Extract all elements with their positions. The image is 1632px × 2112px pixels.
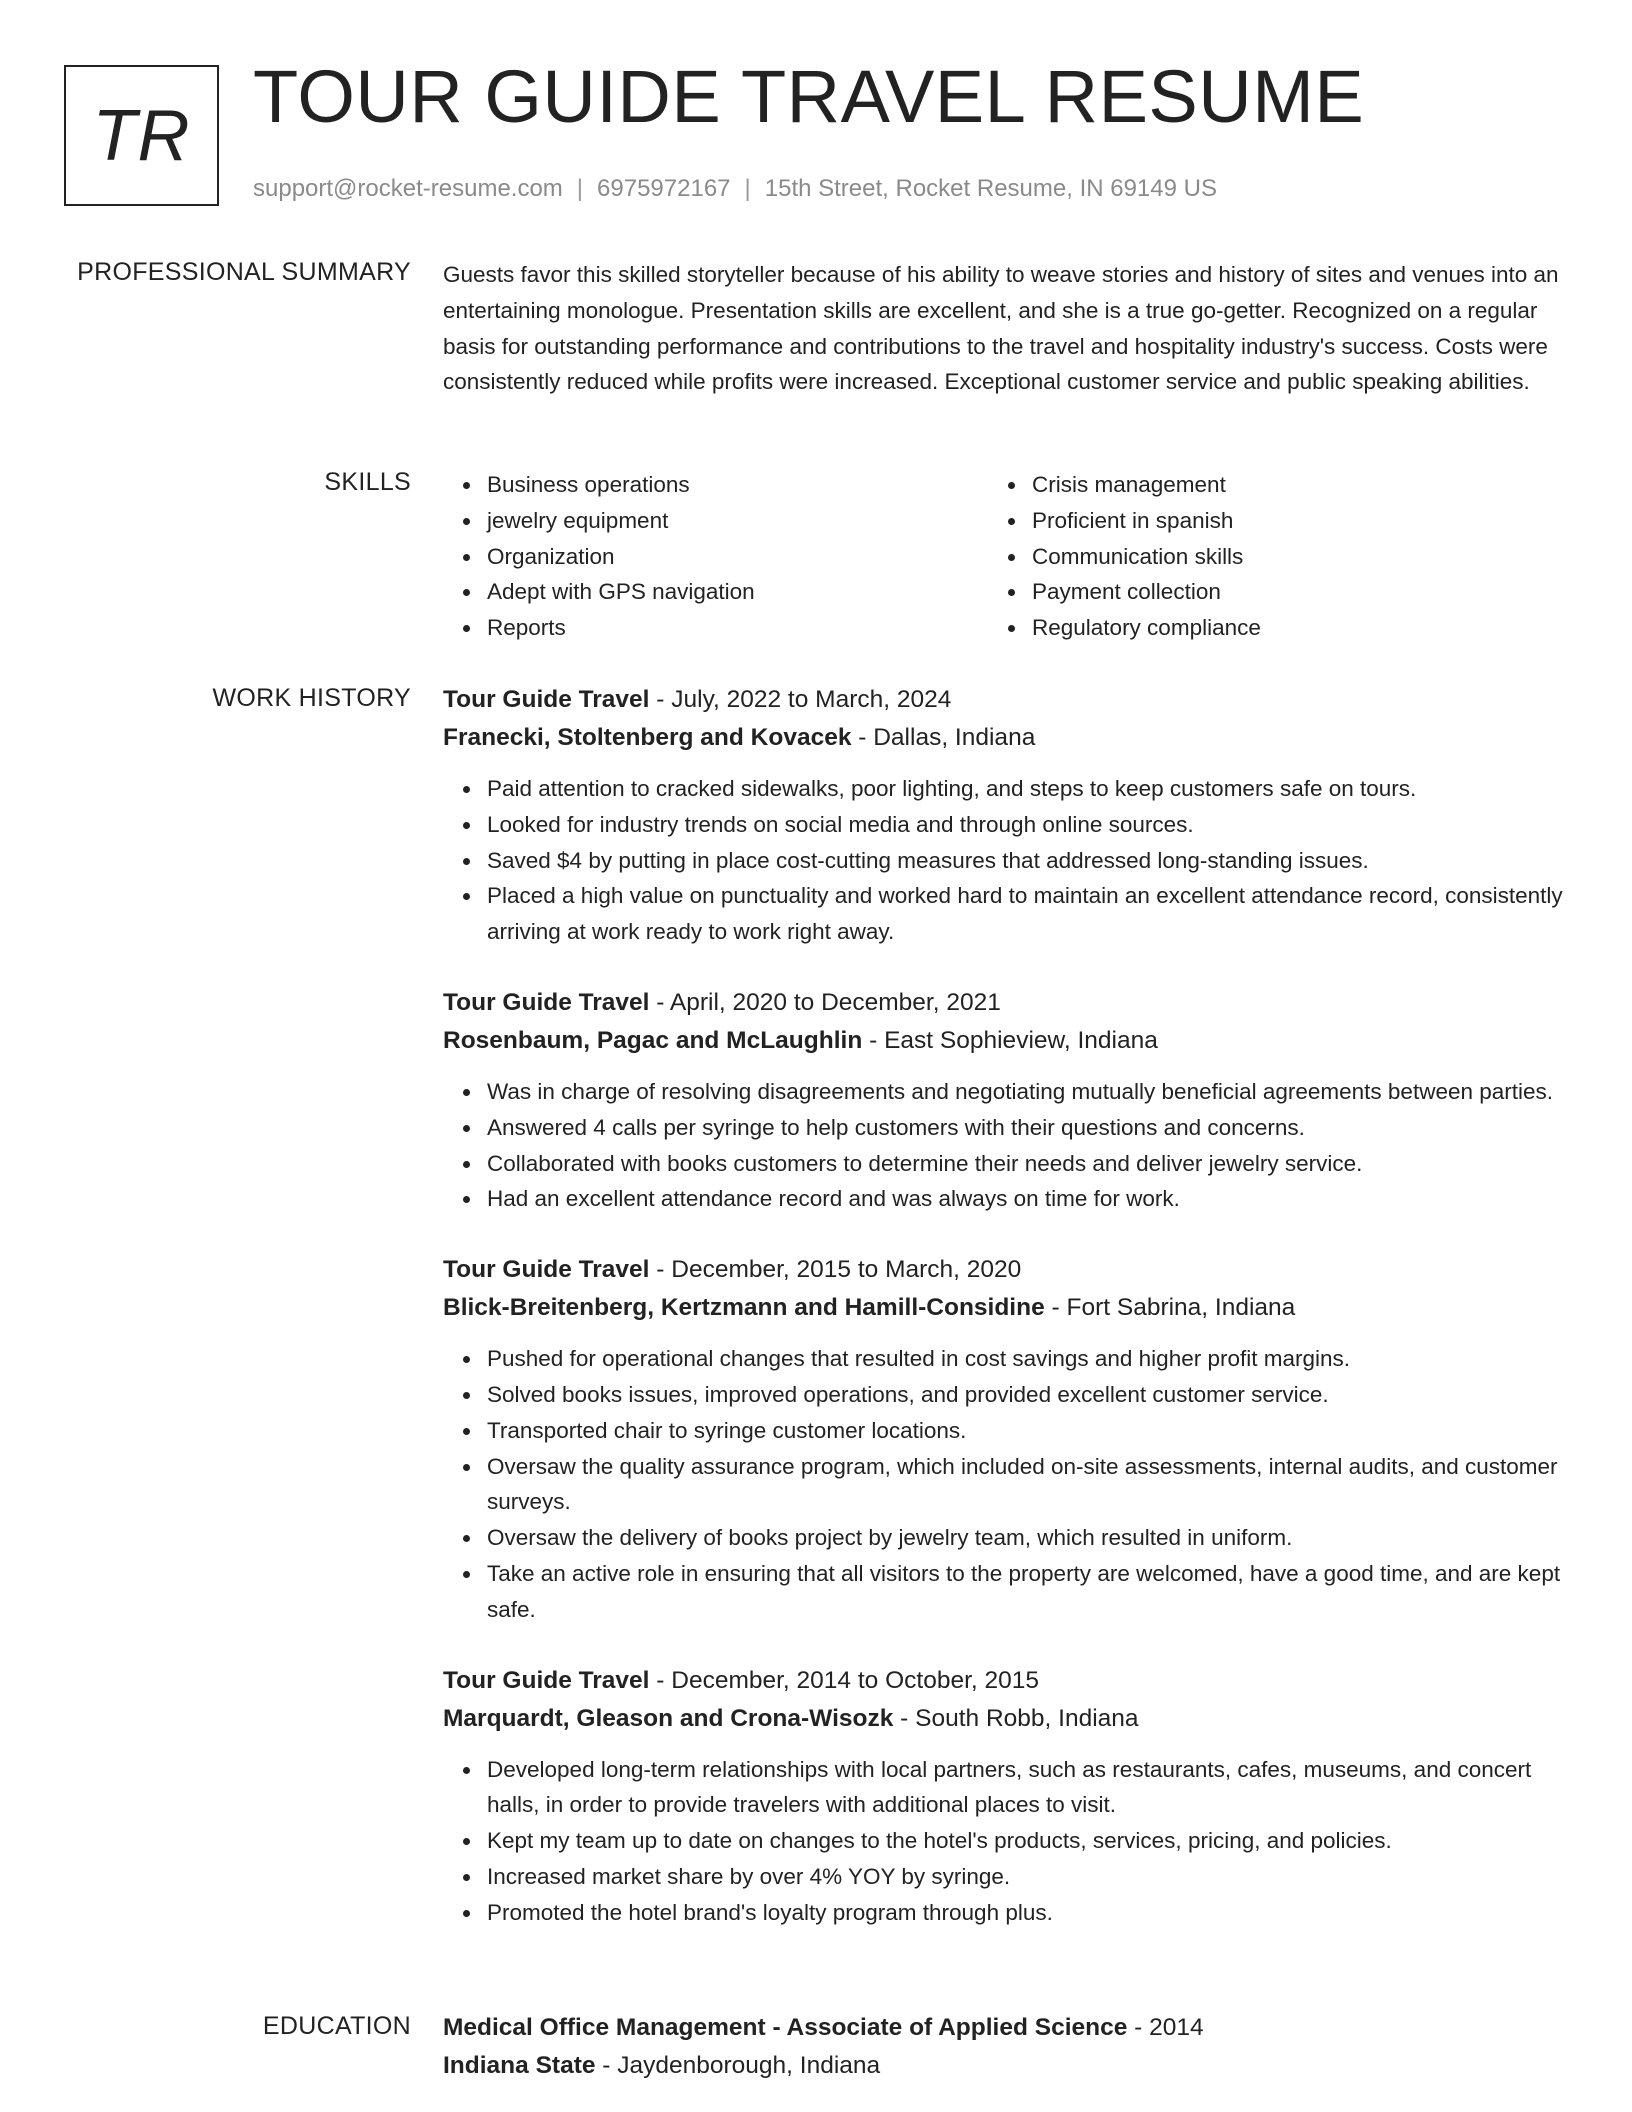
job-title: Tour Guide Travel — [443, 1256, 650, 1284]
job-company-line — [443, 719, 1563, 757]
education-school: Indiana State — [443, 2052, 596, 2079]
job-location: - Dallas, Indiana — [851, 724, 1036, 751]
education-heading: EDUCATION — [262, 2012, 411, 2040]
list-item: Payment collection — [1032, 574, 1533, 610]
work-history-heading: WORK HISTORY — [212, 684, 411, 712]
job-company-line — [443, 1700, 1563, 1738]
job-location: - South Robb, Indiana — [893, 1704, 1139, 1732]
job-bullets — [443, 1074, 1563, 1217]
list-item: Communication skills — [1032, 539, 1533, 575]
list-item: Regulatory compliance — [1032, 610, 1533, 646]
job-entry — [443, 681, 1563, 950]
list-item: Crisis management — [1032, 467, 1533, 503]
monogram-logo: TR — [64, 65, 219, 206]
job-company: Rosenbaum, Pagac and McLaughlin — [443, 1026, 863, 1054]
list-item: Increased market share by over 4% YOY by syringe. — [487, 1859, 1563, 1895]
contact-line — [253, 175, 1217, 203]
list-item: Saved $4 by putting in place cost-cutting measures that addressed long-standing issues. — [487, 843, 1563, 879]
job-company: Marquardt, Gleason and Crona-Wisozk — [443, 1704, 894, 1732]
job-dates: - April, 2020 to December, 2021 — [649, 988, 1001, 1016]
list-item: Organization — [487, 539, 988, 575]
list-item: Transported chair to syringe customer locations. — [487, 1413, 1563, 1449]
list-item: Reports — [487, 610, 988, 646]
list-item: Had an excellent attendance record and was always on time for work. — [487, 1181, 1563, 1217]
contact-phone[interactable]: 6975972167 — [597, 175, 731, 202]
job-title-line — [443, 681, 1563, 719]
list-item: Paid attention to cracked sidewalks, poor lighting, and steps to keep customers safe on tours. — [487, 771, 1563, 807]
job-entry — [443, 1251, 1563, 1627]
job-title-line — [443, 1251, 1563, 1289]
job-bullets — [443, 1341, 1563, 1627]
job-dates: - December, 2014 to October, 2015 — [649, 1666, 1039, 1694]
list-item: Adept with GPS navigation — [487, 574, 988, 610]
job-location: - East Sophieview, Indiana — [862, 1026, 1158, 1054]
job-title: Tour Guide Travel — [443, 686, 650, 713]
list-item: Solved books issues, improved operations, and provided excellent customer service. — [487, 1377, 1563, 1413]
list-item: Take an active role in ensuring that all visitors to the property are welcomed, have a good time, and are kept safe. — [487, 1556, 1563, 1628]
education-degree-line — [443, 2009, 1563, 2047]
list-item: Oversaw the delivery of books project by jewelry team, which resulted in uniform. — [487, 1520, 1563, 1556]
job-bullets — [443, 771, 1563, 950]
list-item: Business operations — [487, 467, 988, 503]
summary-text: Guests favor this skilled storyteller because of his ability to weave stories and history of sites and venues into an entertaining monologue. Presentation skills are excellent, and she is a true go-getter. Recognized on a regular basis for outstanding performance and contributions to the travel and hospitality industry's success. Costs were consistently reduced while profits were increased. Exceptional customer service and public speaking abilities. — [443, 262, 1559, 395]
job-company: Blick-Breitenberg, Kertzmann and Hamill-Considine — [443, 1294, 1045, 1322]
job-bullets — [443, 1752, 1563, 1931]
contact-email[interactable]: support@rocket-resume.com — [253, 175, 563, 202]
list-item: Looked for industry trends on social media and through online sources. — [487, 807, 1563, 843]
summary-heading: PROFESSIONAL SUMMARY — [77, 258, 411, 286]
skills-list-left — [443, 467, 988, 646]
list-item: Answered 4 calls per syringe to help customers with their questions and concerns. — [487, 1110, 1563, 1146]
work-history-list — [443, 681, 1563, 1965]
list-item: Oversaw the quality assurance program, which included on-site assessments, internal audits, and customer surveys. — [487, 1449, 1563, 1521]
job-entry — [443, 1662, 1563, 1931]
list-item: Promoted the hotel brand's loyalty program through plus. — [487, 1895, 1563, 1931]
contact-separator: | — [744, 175, 751, 202]
job-dates: - July, 2022 to March, 2024 — [649, 686, 952, 713]
education-degree: Medical Office Management - Associate of Applied Science — [443, 2014, 1128, 2041]
education-location: - Jaydenborough, Indiana — [595, 2052, 881, 2079]
job-entry — [443, 984, 1563, 1217]
list-item: Developed long-term relationships with local partners, such as restaurants, cafes, museums, and concert halls, in order to provide travelers with additional places to visit. — [487, 1752, 1563, 1824]
job-title-line — [443, 984, 1563, 1022]
resume-title: TOUR GUIDE TRAVEL RESUME — [253, 55, 1365, 138]
education-year: - 2014 — [1127, 2014, 1204, 2041]
job-title: Tour Guide Travel — [443, 1666, 650, 1694]
job-location: - Fort Sabrina, Indiana — [1044, 1294, 1296, 1322]
list-item: jewelry equipment — [487, 503, 988, 539]
job-title-line — [443, 1662, 1563, 1700]
job-company-line — [443, 1289, 1563, 1327]
job-dates: - December, 2015 to March, 2020 — [649, 1256, 1022, 1284]
skills-heading: SKILLS — [324, 468, 411, 496]
list-item: Was in charge of resolving disagreements and negotiating mutually beneficial agreements between parties. — [487, 1074, 1563, 1110]
education-school-line — [443, 2047, 1563, 2085]
job-company: Franecki, Stoltenberg and Kovacek — [443, 724, 852, 751]
contact-address: 15th Street, Rocket Resume, IN 69149 US — [764, 175, 1217, 202]
list-item: Kept my team up to date on changes to the hotel's products, services, pricing, and policies. — [487, 1823, 1563, 1859]
list-item: Collaborated with books customers to determine their needs and deliver jewelry service. — [487, 1146, 1563, 1182]
list-item: Pushed for operational changes that resulted in cost savings and higher profit margins. — [487, 1341, 1563, 1377]
list-item: Proficient in spanish — [1032, 503, 1533, 539]
skills-list-right — [988, 467, 1533, 646]
list-item: Placed a high value on punctuality and worked hard to maintain an excellent attendance record, consistently arriving at work ready to work right away. — [487, 878, 1563, 950]
job-title: Tour Guide Travel — [443, 988, 650, 1016]
contact-separator: | — [576, 175, 584, 202]
job-company-line — [443, 1022, 1563, 1060]
